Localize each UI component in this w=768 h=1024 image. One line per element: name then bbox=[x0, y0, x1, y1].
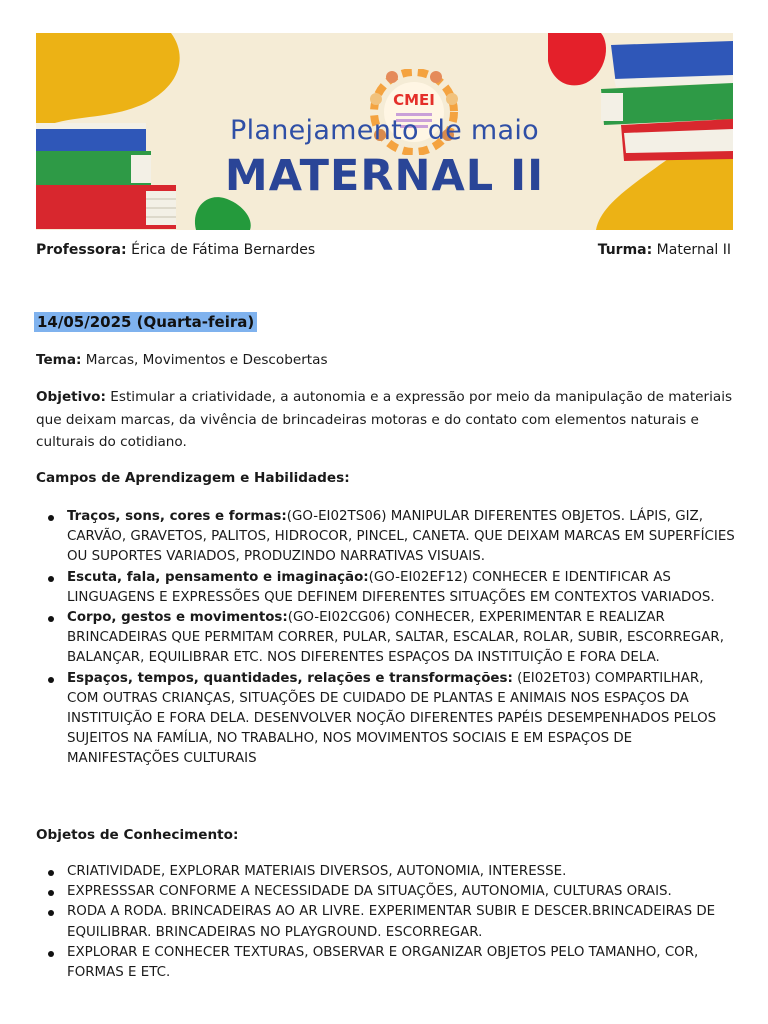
objeto-text: EXPLORAR E CONHECER TEXTURAS, OBSERVAR E ORGANIZAR OBJETOS PELO TAMANHO, COR, FORMAS E ETC. bbox=[67, 944, 699, 981]
bullet-icon bbox=[48, 616, 54, 622]
objeto-text: CRIATIVIDADE, EXPLORAR MATERIAIS DIVERSOS, AUTONOMIA, INTERESSE. bbox=[67, 864, 567, 879]
list-item bbox=[36, 669, 736, 770]
campo-title: Corpo, gestos e movimentos: bbox=[67, 610, 288, 626]
red-blob-shape bbox=[548, 33, 606, 85]
objetivo-paragraph bbox=[36, 386, 736, 454]
campo-text: (GO-EI02CG06) CONHECER, EXPERIMENTAR E REALIZAR BRINCADEIRAS QUE PERMITAM CORRER, PULAR, SALTAR, ESCALAR, ROLAR, SUBIR, ESCORREGAR, BALANÇAR, EQUILIBRAR ETC. NOS DIFERENTES ESPAÇOS DA INSTITUIÇÃO E FORA DELA. bbox=[67, 610, 724, 666]
tema-value: Marcas, Movimentos e Descobertas bbox=[85, 352, 328, 368]
bullet-icon bbox=[48, 677, 54, 683]
bullet-icon bbox=[48, 576, 54, 582]
green-blob-shape bbox=[195, 197, 251, 230]
bullet-icon bbox=[48, 870, 54, 876]
objeto-text: RODA A RODA. BRINCADEIRAS AO AR LIVRE. EXPERIMENTAR SUBIR E DESCER.BRINCADEIRAS DE EQUILIBRAR. BRINCADEIRAS NO PLAYGROUND. ESCORREGAR. bbox=[67, 904, 716, 940]
turma-value: Maternal II bbox=[656, 242, 731, 258]
bullet-icon bbox=[48, 951, 54, 957]
professora-field bbox=[36, 242, 315, 258]
list-item bbox=[36, 862, 736, 882]
tema-line bbox=[36, 350, 328, 371]
list-item bbox=[36, 902, 736, 942]
campo-text: (GO-EI02TS06) MANIPULAR DIFERENTES OBJETOS. LÁPIS, GIZ, CARVÃO, GRAVETOS, PALITOS, HIDROCOR, PINCEL, CANETA. QUE DEIXAM MARCAS EM SUPERFÍCIES OU SUPORTES VARIADOS, PRODUZINDO NARRATIVAS VISUAIS. bbox=[67, 509, 735, 565]
banner-title: MATERNAL II bbox=[224, 151, 545, 201]
objetos-list bbox=[36, 862, 736, 983]
objetos-heading: Objetos de Conhecimento: bbox=[36, 827, 239, 843]
professora-value: Érica de Fátima Bernardes bbox=[131, 242, 316, 258]
campo-title: Escuta, fala, pensamento e imaginação: bbox=[67, 569, 369, 585]
objetivo-value: Estimular a criatividade, a autonomia e a expressão por meio da manipulação de materiais que deixam marcas, da vivência de brincadeiras motoras e do contato com elementos naturais e culturais do cotidiano. bbox=[36, 389, 733, 450]
objetivo-label: Objetivo: bbox=[36, 389, 106, 405]
campo-title: Espaços, tempos, quantidades, relações e transformações: bbox=[67, 670, 513, 686]
list-item bbox=[36, 507, 736, 568]
svg-text:CMEI: CMEI bbox=[393, 91, 435, 109]
campos-list bbox=[36, 507, 736, 770]
list-item bbox=[36, 608, 736, 669]
bullet-icon bbox=[48, 515, 54, 521]
banner-subtitle: Planejamento de maio bbox=[229, 115, 539, 146]
list-item bbox=[36, 943, 736, 983]
objeto-text: EXPRESSSAR CONFORME A NECESSIDADE DA SITUAÇÕES, AUTONOMIA, CULTURAS ORAIS. bbox=[67, 884, 672, 900]
turma-label: Turma: bbox=[597, 242, 653, 258]
bullet-icon bbox=[48, 890, 54, 896]
campos-heading: Campos de Aprendizagem e Habilidades: bbox=[36, 470, 350, 486]
list-item bbox=[36, 882, 736, 902]
header-banner bbox=[36, 33, 733, 230]
date-heading: 14/05/2025 (Quarta-feira) bbox=[34, 312, 257, 332]
tema-label: Tema: bbox=[36, 352, 82, 368]
bullet-icon bbox=[48, 910, 54, 916]
professora-label: Professora: bbox=[36, 242, 127, 258]
list-item bbox=[36, 568, 736, 608]
campo-text: (GO-EI02EF12) CONHECER E IDENTIFICAR AS LINGUAGENS E EXPRESSÕES QUE DEFINEM DIFERENTES SITUAÇÕES EM CONTEXTOS VARIADOS. bbox=[67, 569, 715, 605]
campo-title: Traços, sons, cores e formas: bbox=[67, 509, 287, 524]
turma-field bbox=[598, 242, 731, 258]
campo-text: (EI02ET03) COMPARTILHAR, COM OUTRAS CRIANÇAS, SITUAÇÕES DE CUIDADO DE PLANTAS E ANIMAIS NOS ESPAÇOS DA INSTITUIÇÃO E FORA DELA. DESENVOLVER NOÇÃO DIFERENTES PAPÉIS DESEMPENHADOS PELOS SUJEITOS NA FAMÍLIA, NO TRABALHO, NOS MOVIMENTOS SOCIAIS E EM ESPAÇOS DE MANIFESTAÇÕES CULTURAIS bbox=[67, 670, 717, 767]
